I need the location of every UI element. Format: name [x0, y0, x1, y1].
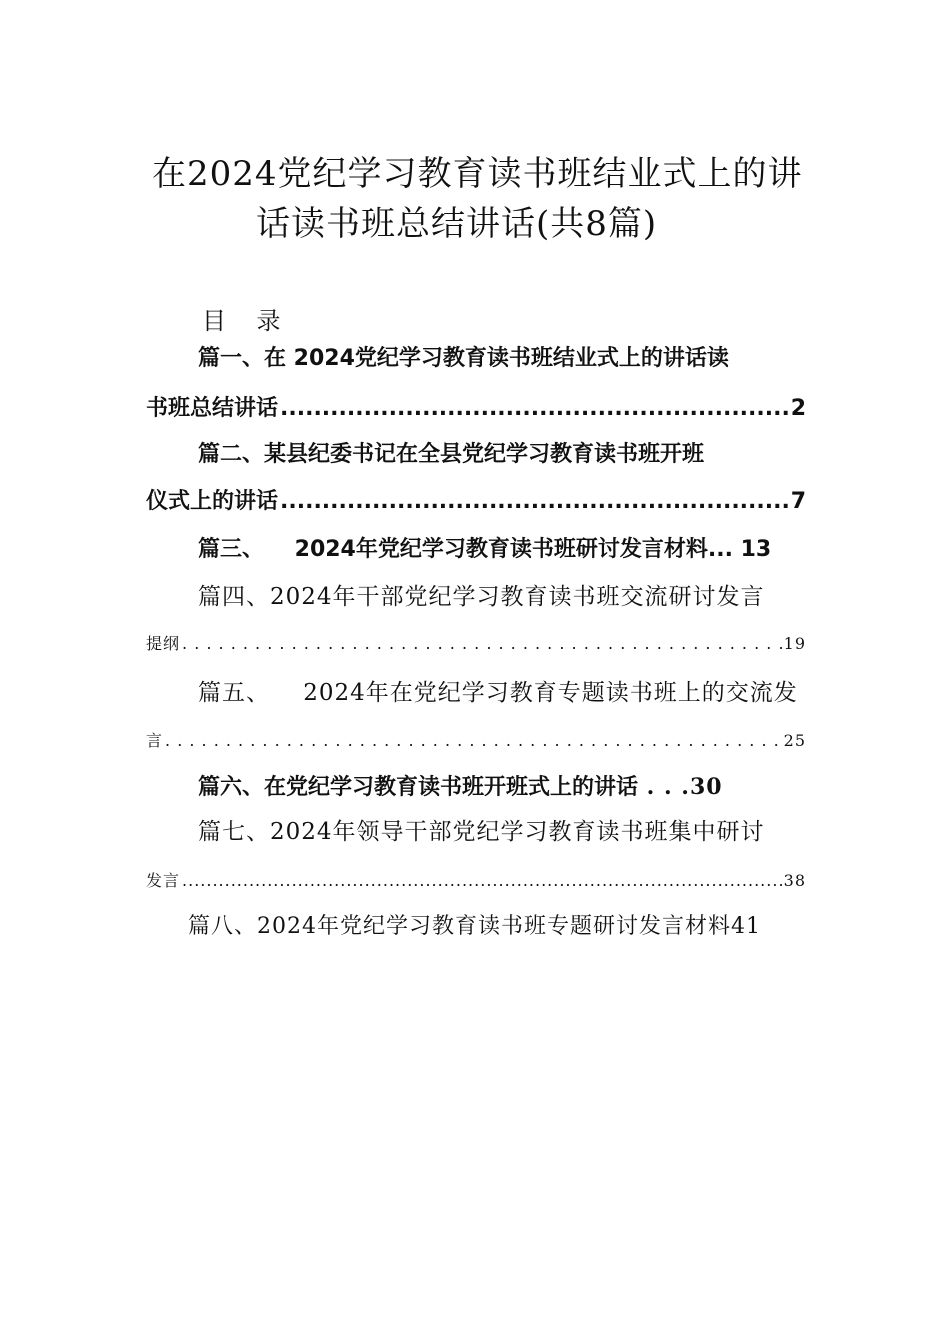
toc-entry-4-line-2[interactable]: [146, 627, 806, 661]
toc-entry-1-page: 2: [790, 396, 806, 421]
toc-entry-7-title-end: 发言: [146, 871, 181, 890]
toc-entry-6[interactable]: [198, 770, 723, 804]
document-title-line-2: 话读书班总结讲话(共8篇): [256, 204, 658, 244]
toc-entry-5-title-end: 言: [146, 731, 164, 750]
toc-entry-1-line-2[interactable]: [146, 392, 806, 426]
toc-entry-4-title-end: 提纲: [146, 634, 181, 653]
toc-entry-3[interactable]: [198, 533, 771, 567]
toc-entry-7-page: 38: [783, 871, 806, 890]
toc-entry-1-line-1[interactable]: 篇一、在 2024党纪学习教育读书班结业式上的讲话读: [198, 346, 729, 371]
toc-heading: 目 录: [202, 307, 281, 335]
dot-leader: [163, 724, 784, 758]
toc-entry-8-page: 41: [731, 914, 761, 939]
toc-entry-5-page: 25: [783, 731, 806, 750]
dot-leader: [180, 864, 784, 898]
dot-leader: [278, 485, 791, 519]
toc-entry-2-line-1[interactable]: 篇二、某县纪委书记在全县党纪学习教育读书班开班: [198, 442, 705, 467]
dot-leader: ...: [707, 537, 733, 562]
toc-entry-6-title: 篇六、在党纪学习教育读书班开班式上的讲话: [198, 775, 639, 800]
toc-entry-2-title-end: 仪式上的讲话: [146, 489, 279, 514]
toc-entry-8-title: 篇八、2024年党纪学习教育读书班专题研讨发言材料: [188, 914, 731, 939]
toc-entry-2-page: 7: [790, 489, 806, 514]
toc-entry-8[interactable]: [188, 910, 761, 944]
toc-entry-3-page: 13: [740, 537, 772, 562]
dot-leader: . . .: [638, 774, 690, 800]
toc-entry-7-line-1[interactable]: 篇七、2024年领导干部党纪学习教育读书班集中研讨: [198, 819, 765, 845]
toc-entry-3-title: 篇三、 2024年党纪学习教育读书班研讨发言材料: [198, 537, 708, 562]
dot-leader: [180, 627, 784, 661]
toc-entry-5-line-2[interactable]: [146, 724, 806, 758]
toc-entry-6-page: 30: [689, 774, 723, 800]
toc-entry-1-title-end: 书班总结讲话: [146, 396, 279, 421]
toc-entry-2-line-2[interactable]: [146, 485, 806, 519]
document-title-line-1: 在2024党纪学习教育读书班结业式上的讲: [152, 154, 803, 194]
toc-entry-7-line-2[interactable]: [146, 864, 806, 898]
toc-entry-4-page: 19: [783, 634, 806, 653]
toc-entry-5-line-1[interactable]: 篇五、 2024年在党纪学习教育专题读书班上的交流发: [198, 680, 798, 706]
dot-leader: [278, 392, 791, 426]
toc-entry-4-line-1[interactable]: 篇四、2024年干部党纪学习教育读书班交流研讨发言: [198, 584, 765, 610]
